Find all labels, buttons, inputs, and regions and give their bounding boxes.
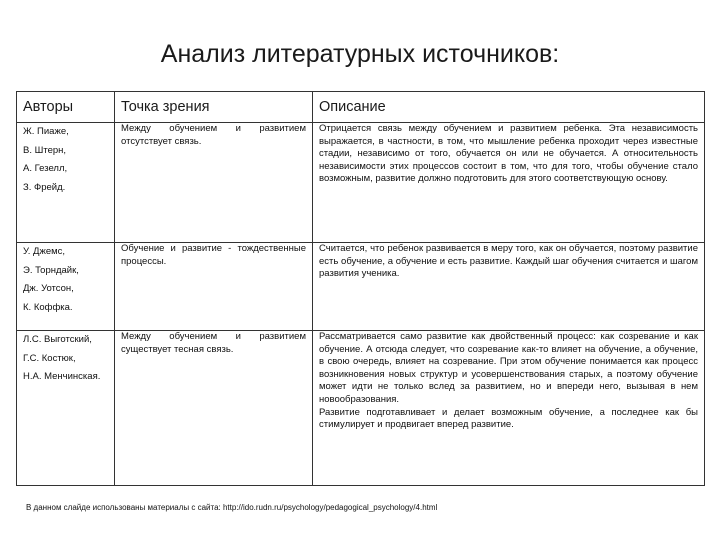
author-name: З. Фрейд. <box>23 181 66 193</box>
authors-cell <box>17 123 115 243</box>
header-authors: Авторы <box>17 92 115 123</box>
viewpoint-cell: Обучение и развитие - тождественные процессы. <box>115 243 313 331</box>
description-paragraph: Считается, что ребенок развивается в меру того, как он обучается, поэтому развитие есть обучение, а обучение и есть развитие. Каждый шаг обучения считается и шагом развития ученика. <box>319 243 698 280</box>
table-row <box>17 243 705 331</box>
author-name: Дж. Уотсон, <box>23 283 74 294</box>
table-row <box>17 331 705 486</box>
description-cell <box>313 123 705 243</box>
header-description: Описание <box>313 92 705 123</box>
table-header-row <box>17 92 705 123</box>
author-name: Ж. Пиаже, <box>23 126 69 137</box>
authors-cell <box>17 331 115 486</box>
viewpoint-cell: Между обучением и развитием существует тесная связь. <box>115 331 313 486</box>
author-name: Н.А. Менчинская. <box>23 371 101 382</box>
description-cell <box>313 331 705 486</box>
author-name: Г.С. Костюк, <box>23 352 76 364</box>
author-name: У. Джемс, <box>23 246 66 257</box>
author-name: К. Коффка. <box>23 301 73 313</box>
source-footnote: В данном слайде использованы материалы с сайта: http://ido.rudn.ru/psychology/pedagogical_psychology/4.html <box>26 503 438 512</box>
description-paragraph: Отрицается связь между обучением и развитием ребенка. Эта независимость выражается, в частности, в том, что мышление ребенка проходит через известные стадии, независимо от того, обучается он или не обучается. А относительность независимости этих процессов состоит в том, что для того, чтобы обучение стало возможным, развитие должно подготовить для этого соответствующую основу. <box>319 123 698 185</box>
author-name: В. Штерн, <box>23 144 67 156</box>
description-cell <box>313 243 705 331</box>
table-row <box>17 123 705 243</box>
description-paragraph: Рассматривается само развитие как двойственный процесс: как созревание и как обучение. А отсюда следует, что созревание как-то влияет на обучение, а обучение, в свою очередь, влияет на созревание. При этом обучение понимается как процесс возникновения новых структур и усовершенствования старых, а поэтому обучение может идти не только вслед за развитием, но и впереди него, вызывая в нем новообразования. <box>319 331 698 405</box>
description-paragraph: Развитие подготавливает и делает возможным обучение, а последнее как бы стимулирует и продвигает вперед развитие. <box>319 406 698 431</box>
authors-cell <box>17 243 115 331</box>
sources-table <box>16 91 705 486</box>
viewpoint-cell: Между обучением и развитием отсутствует связь. <box>115 123 313 243</box>
header-viewpoint: Точка зрения <box>115 92 313 123</box>
author-name: Э. Торндайк, <box>23 264 79 276</box>
slide-title: Анализ литературных источников: <box>160 40 560 68</box>
author-name: А. Гезелл, <box>23 163 68 174</box>
author-name: Л.С. Выготский, <box>23 334 92 345</box>
